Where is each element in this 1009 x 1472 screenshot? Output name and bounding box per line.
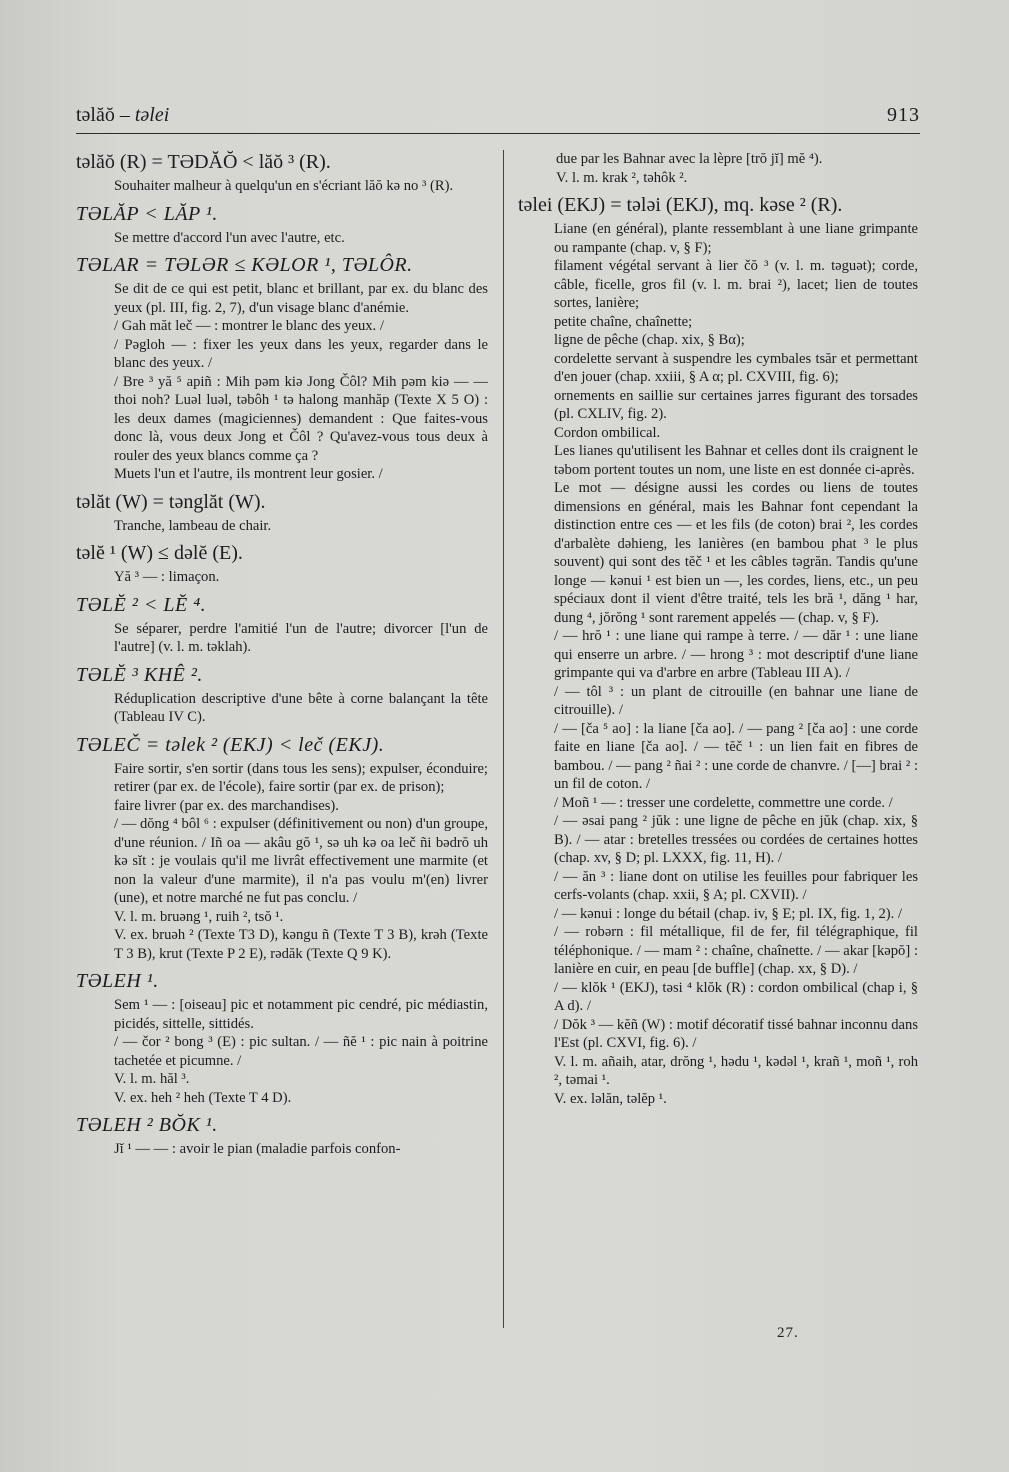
definition-line: Liane (en général), plante ressemblant à une liane grimpante ou rampante (chap. v, § F); <box>554 221 918 256</box>
entry-toleh-1 <box>76 969 488 1107</box>
example-line: / — kənui : longe du bétail (chap. iv, § E; pl. IX, fig. 1, 2). / <box>554 905 903 922</box>
page-number: 913 <box>887 104 920 126</box>
example-line: / — klŏk ¹ (EKJ), təsi ⁴ klŏk (R) : cordon ombilical (chap i, § A d). / <box>554 979 918 1014</box>
entry-tole-3-khe <box>76 663 488 727</box>
headword: təlăŏ (R) = TƏDĂŎ < lăŏ ³ (R). <box>76 151 331 173</box>
continued-entry <box>518 150 918 187</box>
entry-tole-2 <box>76 593 488 657</box>
entry-tolec <box>76 733 488 964</box>
definition-line: faire livrer (par ex. des marchandises). <box>114 797 339 814</box>
see-also-line: V. l. m. hăl ³. <box>114 1071 190 1087</box>
entry-tolei <box>518 193 918 1108</box>
example-line: / — dŏng ⁴ bôl ⁶ : expulser (définitivement ou non) d'un groupe, d'une réunion. / Iñ oa — akâu gŏ ¹, sə uh kə oa leč ñi bədrŏ uh kə sĭt : je voulais qu'il me livrât effectivement une marmite (et non la valeur d'une marmite), il n'a pas voulu m'(en) livrer (une), et notre marché ne fut pas conclu. / <box>114 816 488 906</box>
see-also-line: V. l. m. añaih, atar, drŏng ¹, hədu ¹, kədəl ¹, krañ ¹, moñ ¹, roh ², təmai ¹. <box>554 1053 918 1088</box>
definition-line: Sem ¹ — : [oiseau] pic et notamment pic cendré, pic médiastin, picidés, sittelle, sittidés. <box>114 997 488 1032</box>
entry-toleh-2-bok <box>76 1113 488 1159</box>
see-examples-line: V. ex. ləlăn, təlĕp ¹. <box>554 1090 667 1107</box>
example-line: / — hrŏ ¹ : une liane qui rampe à terre. / — dăr ¹ : une liane qui enserre un arbre. / — hrong ³ : mot descriptif d'une liane grimpante qui va d'arbre en arbre (Tableau III A). / <box>554 628 918 681</box>
definition-line: cordelette servant à suspendre les cymbales tsăr et permettant d'en jouer (chap. xxiii, § A α; pl. CXVIII, fig. 6); <box>554 350 918 385</box>
headword: TƏLĔ ³ KHÊ ². <box>76 663 203 686</box>
definition-line: filament végétal servant à lier čŏ ³ (v. l. m. təguət); corde, câble, ficelle, gros fil (v. l. m. brai ²), lacet; lien de toutes sortes, lanière; <box>554 258 918 311</box>
column-divider <box>503 150 504 1328</box>
definition-line: Le mot — désigne aussi les cordes ou liens de toutes dimensions en général, mais les Bahnar font cependant la distinction entre ces — et les fils (de coton) brai ², les cordes d'arbalète dəhieng, les lanières (en bambou phat ³ le plus souvent) qui sont des tĕč ¹ et les câbles təgrăn. Tandis qu'une longe — kənui ¹ est bien un —, les cordes, liens, etc., un peu spéciaux dont il vient d'être traité, tels les bră ¹, dăng ¹ har, dung ⁴, jŏrŏng ¹ sont rarement appelés — (chap. v, § F). <box>554 480 918 626</box>
definition-line: Se séparer, perdre l'amitié l'un de l'autre; divorcer [l'un de l'autre] (v. l. m. təklah). <box>114 620 488 655</box>
entry-tole-1 <box>76 541 488 587</box>
definition-line: Se mettre d'accord l'un avec l'autre, etc. <box>114 229 345 246</box>
definition-line: Tranche, lambeau de chair. <box>114 517 272 534</box>
definition-line: Souhaiter malheur à quelqu'un en s'écriant lăŏ kə no ³ (R). <box>114 178 454 194</box>
example-line: / — əsai pang ² jŭk : une ligne de pêche en jŭk (chap. xix, § B). / — atar : bretelles tressées ou cordées de certaines hottes (chap. xv, § D; pl. LXXX, fig. 11, H). / <box>554 813 918 866</box>
example-line: / Gah măt leč — : montrer le blanc des yeux. / <box>114 318 384 334</box>
running-head-separator: – <box>114 104 135 126</box>
running-head <box>76 104 920 132</box>
headword: təlĕ ¹ (W) ≤ dəlĕ (E). <box>76 542 243 564</box>
example-line: / Dŏk ³ — kĕñ (W) : motif décoratif tissé bahnar inconnu dans l'Est (pl. CXVI, fig. 6). / <box>554 1016 918 1051</box>
right-column <box>518 150 918 1114</box>
definition-line: Jĭ ¹ — — : avoir le pian (maladie parfois confon- <box>114 1141 401 1157</box>
entry-tolap <box>76 202 488 248</box>
definition-line: Les lianes qu'utilisent les Bahnar et celles dont ils craignent le təbom portent toutes un nom, une liste en est donnée ci-après. <box>554 443 918 478</box>
definition-line: petite chaîne, chaînette; <box>554 313 693 330</box>
running-head-left <box>76 104 169 127</box>
definition-line: Réduplication descriptive d'une bête à corne balançant la tête (Tableau IV C). <box>114 690 488 725</box>
definition-line: Faire sortir, s'en sortir (dans tous les sens); expulser, éconduire; retirer (par ex. de l'école), faire sortir (par ex. de prison); <box>114 760 488 795</box>
headword: təlăt (W) = tənglăt (W). <box>76 490 266 513</box>
see-also-line: V. l. m. bruəng ¹, ruih ², tsŏ ¹. <box>114 908 284 925</box>
example-line: / — tôl ³ : un plant de citrouille (en bahnar une liane de citrouille). / <box>554 683 918 718</box>
headword: TƏLEH ² BŎK ¹. <box>76 1114 218 1136</box>
running-head-first-word: təlăŏ <box>76 104 115 126</box>
headword: TƏLĔ ² < LĔ ⁴. <box>76 593 207 616</box>
example-line: / — robərn : fil métallique, fil de fer, fil télégraphique, fil téléphonique. / — mam ² : chaîne, chaînette. / — akar [kəpŏ] : lanière en cuir, en peau [de buffle] (chap. xx, § D). / <box>554 924 918 977</box>
headword: TƏLEČ = təlek ² (EKJ) < leč (EKJ). <box>76 733 385 756</box>
definition-line: Se dit de ce qui est petit, blanc et brillant, par ex. du blanc des yeux (pl. III, fig. 2, 7), d'un visage blanc d'anémie. <box>114 281 488 316</box>
definition-line: Yă ³ — : limaçon. <box>114 569 220 585</box>
example-line: / Moñ ¹ — : tresser une cordelette, commettre une corde. / <box>554 794 893 811</box>
headword: TƏLĂP < LĂP ¹. <box>76 202 218 225</box>
example-line: Muets l'un et l'autre, ils montrent leur gosier. / <box>114 466 383 482</box>
definition-line: ornements en saillie sur certaines jarres figurant des torsades (pl. CXLIV, fig. 2). <box>554 387 918 422</box>
see-examples-line: V. ex. heh ² heh (Texte T 4 D). <box>114 1089 292 1106</box>
example-line: / Bre ³ yă ⁵ apiñ : Mih pəm kiə Jong Čôl? Mih pəm kiə — — thoi noh? Luəl luəl, təbôh ¹ tə halong manhăp (Texte X 5 O) : les deux dames (magiciennes) demandent : Que faites-vous donc là, vous deux Jong et Čôl ? Qu'avez-vous tous deux à rouler des yeux blancs comme ça ? <box>114 373 488 464</box>
signature-mark: 27. <box>777 1325 799 1341</box>
continuation-line: due par les Bahnar avec la lèpre [trŏ jĭ] mĕ ⁴). <box>556 151 823 167</box>
entry-tolat <box>76 490 488 536</box>
see-examples-line: V. ex. bruəh ² (Texte T3 D), kəngu ñ (Texte T 3 B), krəh (Texte T 3 B), krut (Texte P 2 E), rədăk (Texte Q 9 K). <box>114 927 488 962</box>
running-head-last-word: təlei <box>134 104 170 126</box>
definition-line: ligne de pêche (chap. xix, § Bα); <box>554 332 745 348</box>
entry-tolar <box>76 253 488 484</box>
example-line: / — čor ² bong ³ (E) : pic sultan. / — ñĕ ¹ : pic nain à poitrine tachetée et picumne. / <box>114 1034 488 1069</box>
example-line: / — [ča ⁵ ao] : la liane [ča ao]. / — pang ² [ča ao] : une corde faite en liane [ča ao]. / — tĕč ¹ : un lien fait en fibres de bambou. / — pang ² ñai ² : une corde de chanvre. / [—] brai ² : un fil de coton. / <box>554 720 918 792</box>
headword: TƏLEH ¹. <box>76 970 159 992</box>
definition-line: Cordon ombilical. <box>554 424 661 441</box>
continuation-line: V. l. m. krak ², təhôk ². <box>556 169 688 186</box>
example-line: / — ăn ³ : liane dont on utilise les feuilles pour fabriquer les cerfs-volants (chap. xxii, § A; pl. CXVII). / <box>554 868 918 903</box>
headword: TƏLAR = TƏLƏR ≤ KƏLOR ¹, TƏLÔR. <box>76 254 413 276</box>
example-line: / Pəgloh — : fixer les yeux dans les yeux, regarder dans le blanc des yeux. / <box>114 336 488 371</box>
left-column <box>76 150 488 1165</box>
headword: təlei (EKJ) = tələi (EKJ), mq. kəse ² (R). <box>518 194 843 216</box>
header-rule <box>76 133 920 134</box>
entry-tolao <box>76 150 488 196</box>
